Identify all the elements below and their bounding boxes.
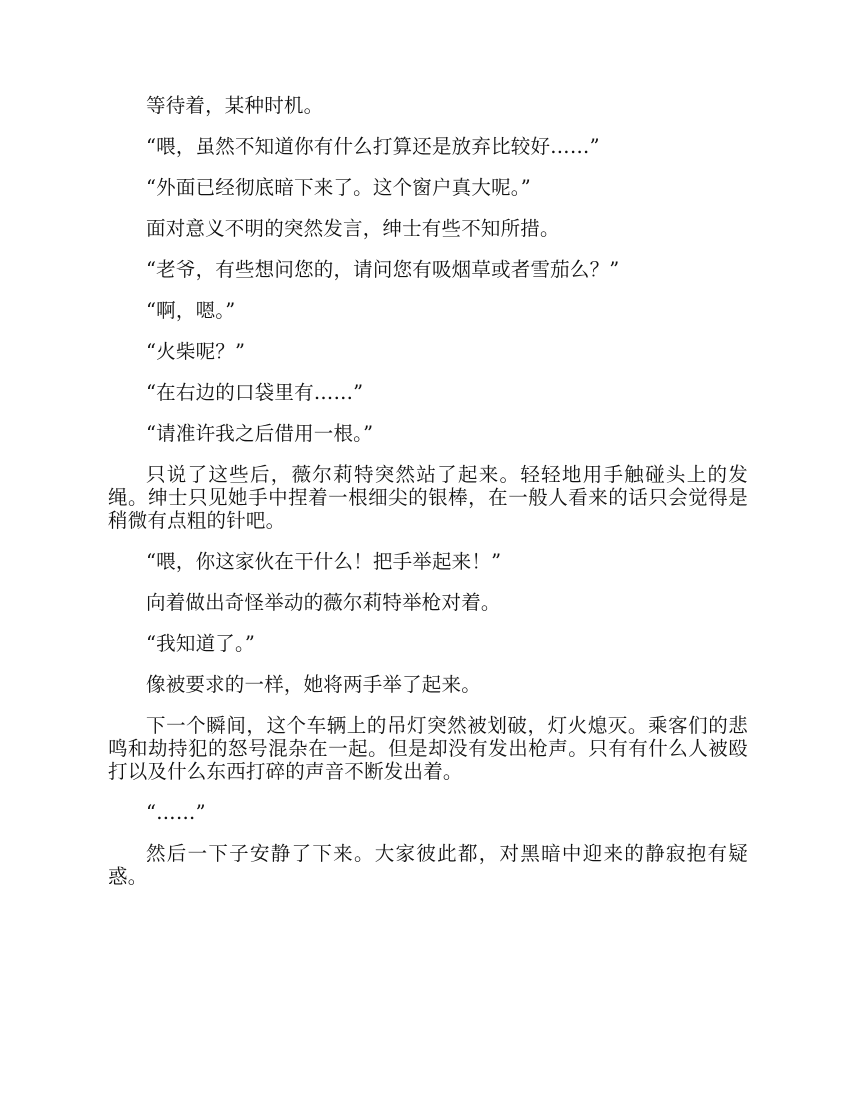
paragraph: 然后一下子安静了下来。大家彼此都，对黑暗中迎来的静寂抱有疑惑。 [108,842,748,888]
paragraph: “啊，嗯。” [146,299,236,322]
paragraph: “我知道了。” [146,632,256,655]
paragraph: “请准许我之后借用一根。” [146,422,374,445]
paragraph: “老爷，有些想问您的，请问您有吸烟草或者雪茄么？” [146,258,620,281]
paragraph: “外面已经彻底暗下来了。这个窗户真大呢。” [146,176,531,199]
paragraph: “喂，虽然不知道你有什么打算还是放弃比较好……” [146,135,600,158]
paragraph: 像被要求的一样，她将两手举了起来。 [146,673,481,696]
paragraph: 面对意义不明的突然发言，绅士有些不知所措。 [146,217,560,240]
paragraph: 只说了这些后，薇尔莉特突然站了起来。轻轻地用手触碰头上的发绳。绅士只见她手中捏着一根细尖的银棒，在一般人看来的话只会觉得是稍微有点粗的针吧。 [108,463,748,532]
paragraph: “在右边的口袋里有……” [146,381,364,404]
paragraph: “喂，你这家伙在干什么！把手举起来！” [146,550,502,573]
paragraph: “……” [146,801,206,824]
paragraph: 等待着，某种时机。 [146,94,324,117]
document-body [108,94,748,906]
paragraph: 下一个瞬间，这个车辆上的吊灯突然被划破，灯火熄灭。乘客们的悲鸣和劫持犯的怒号混杂在一起。但是却没有发出枪声。只有有什么人被殴打以及什么东西打碎的声音不断发出着。 [108,714,748,783]
paragraph: 向着做出奇怪举动的薇尔莉特举枪对着。 [146,591,501,614]
paragraph: “火柴呢？” [146,340,246,363]
